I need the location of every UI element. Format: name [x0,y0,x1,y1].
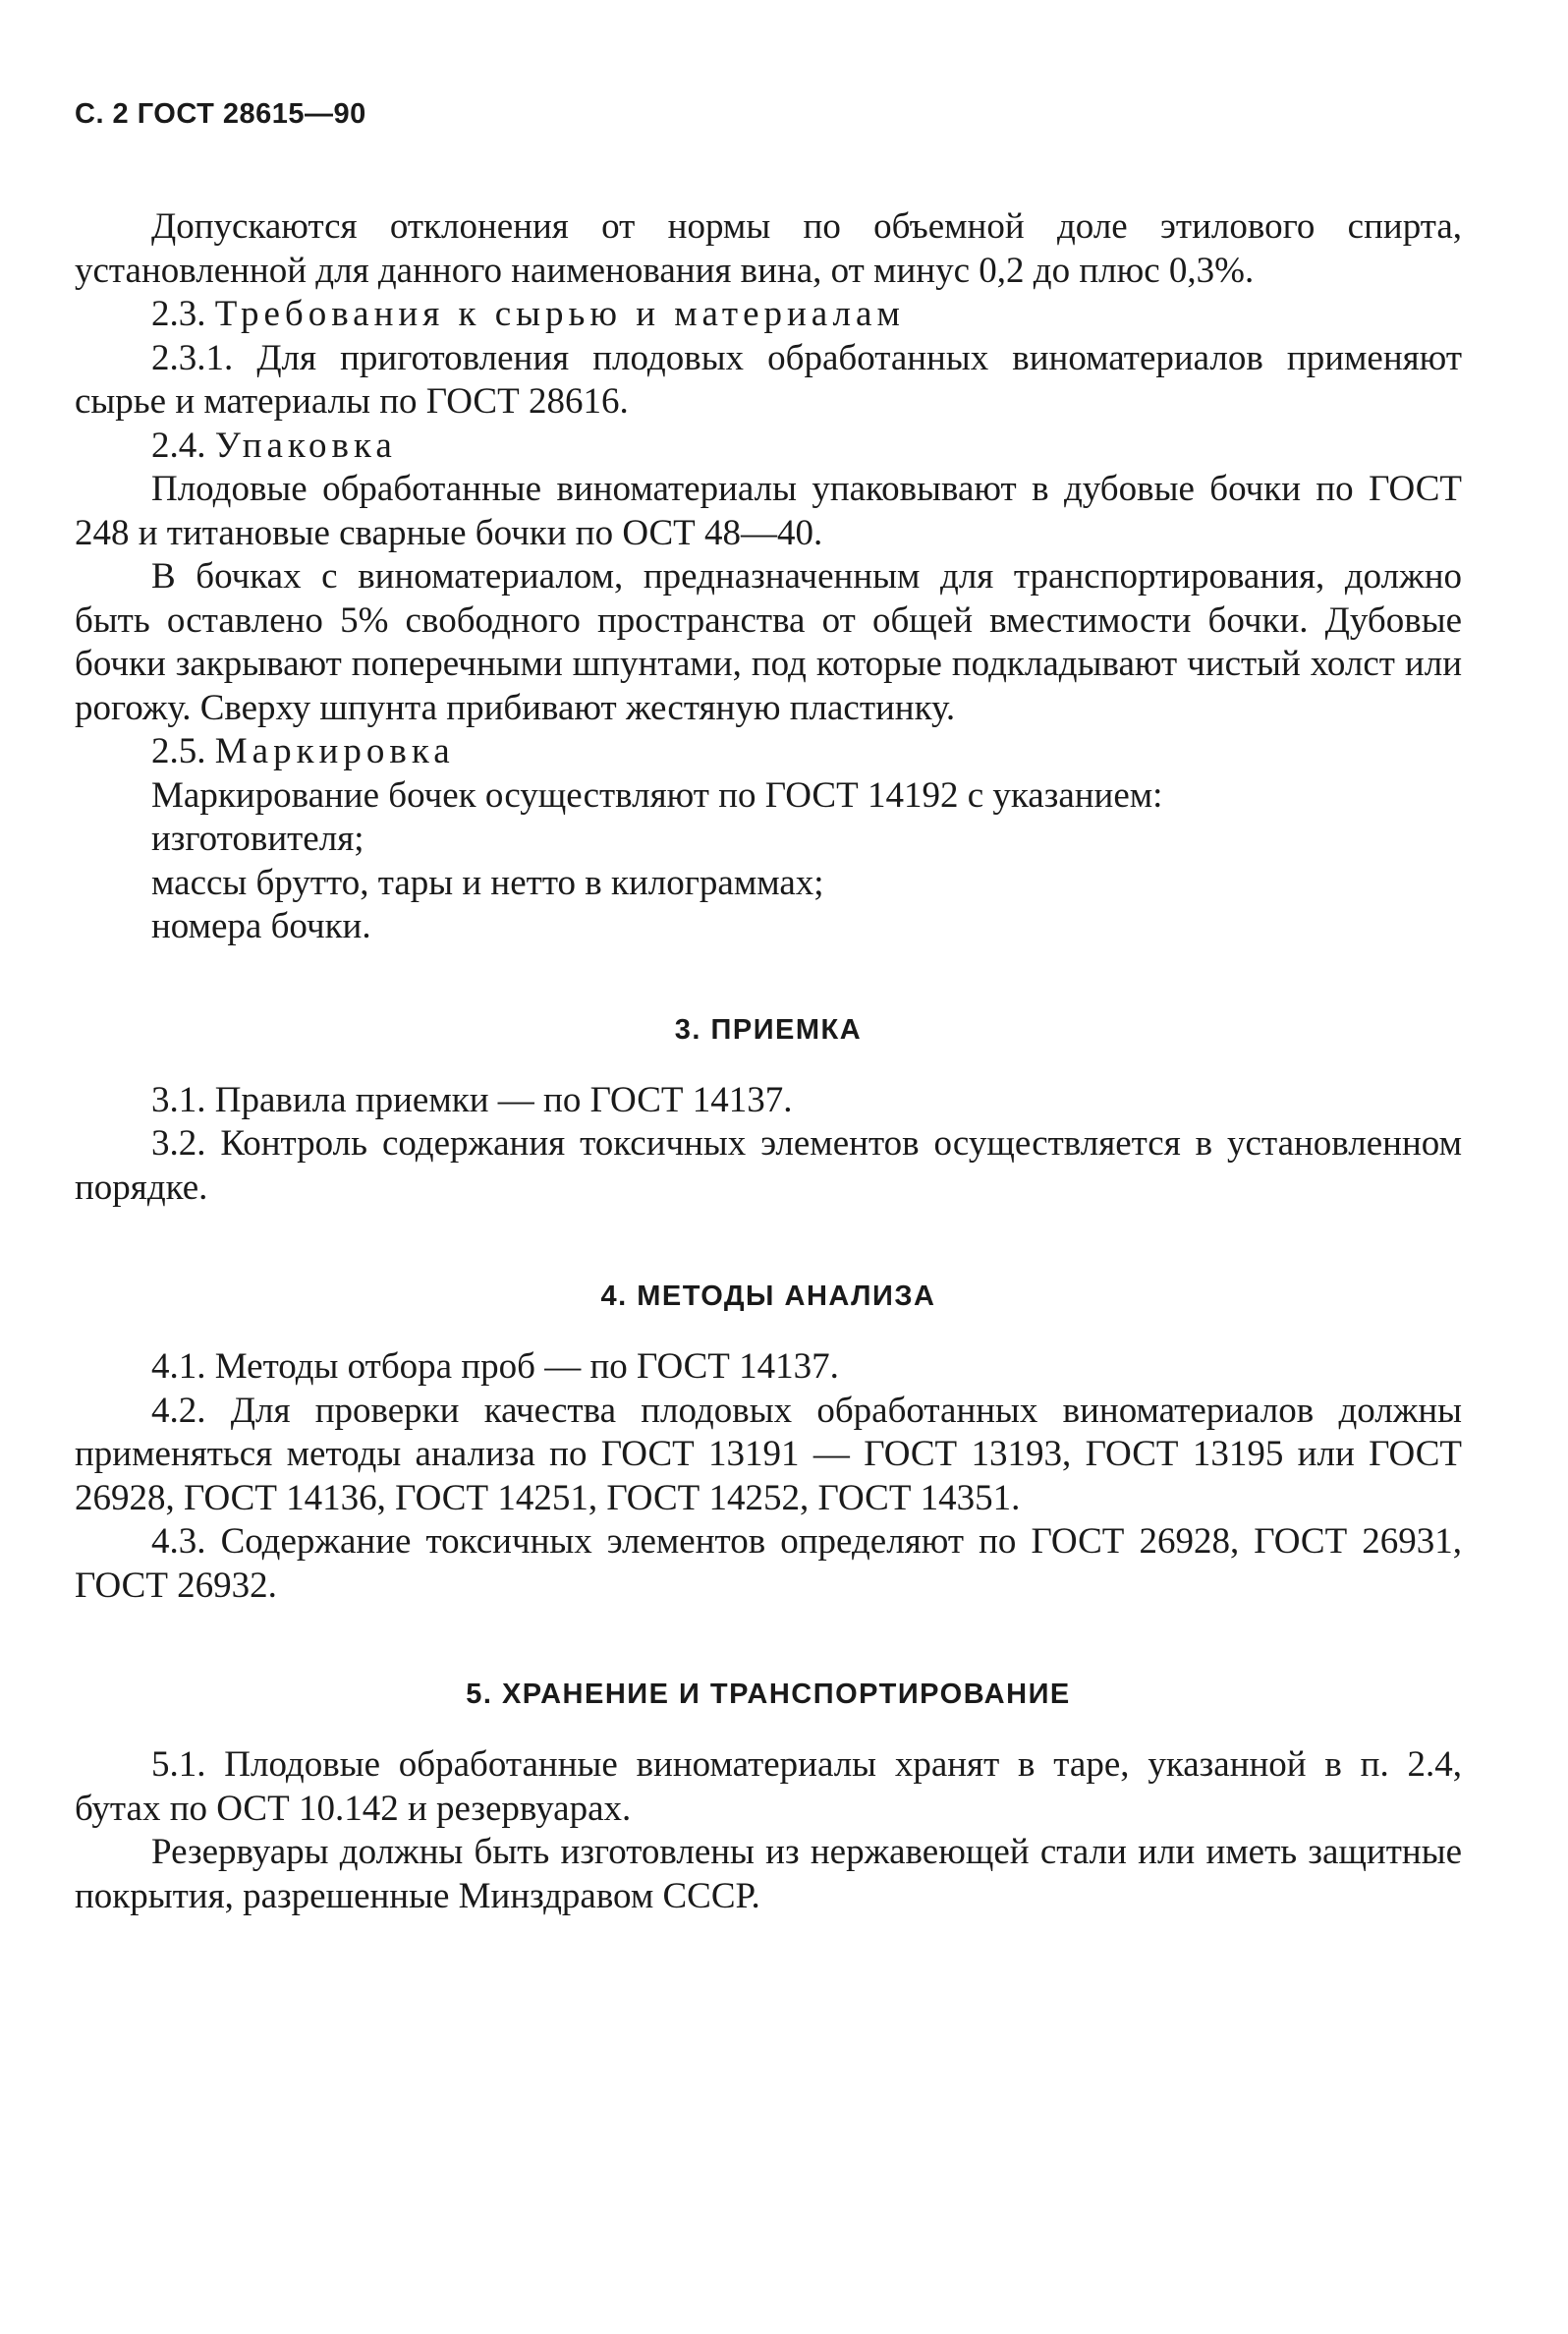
paragraph-5-1-tanks: Резервуары должны быть изготовлены из нержавеющей стали или иметь защитные покрытия, разрешенные Минздравом СССР. [75,1832,1462,1916]
heading-2-5-title: Маркировка [214,731,455,771]
document-page [75,98,1462,1918]
heading-2-4-title: Упаковка [214,425,397,466]
marking-list-item: массы брутто, тары и нетто в килограммах; [151,862,824,903]
paragraph-packaging-barrels: Плодовые обработанные виноматериалы упаковывают в дубовые бочки по ГОСТ 248 и титановые сварные бочки по ОСТ 48—40. [75,469,1462,553]
heading-2-4-number: 2.4. [151,425,206,466]
paragraph-4-2: 4.2. Для проверки качества плодовых обработанных виноматериалов должны применяться методы анализа по ГОСТ 13191 — ГОСТ 13193, ГОСТ 13195 или ГОСТ 26928, ГОСТ 14136, ГОСТ 14251, ГОСТ 14252, ГОСТ 14351. [75,1390,1462,1518]
paragraph-3-2: 3.2. Контроль содержания токсичных элементов осуществляется в установленном порядке. [75,1123,1462,1208]
paragraph-alcohol-tolerance: Допускаются отклонения от нормы по объемной доле этилового спирта, установленной для данного наименования вина, от минус 0,2 до плюс 0,3%. [75,206,1462,291]
paragraph-marking: Маркирование бочек осуществляют по ГОСТ 14192 с указанием: [151,774,1163,816]
paragraph-4-3: 4.3. Содержание токсичных элементов определяют по ГОСТ 26928, ГОСТ 26931, ГОСТ 26932. [75,1521,1462,1606]
heading-2-3-number: 2.3. [151,294,206,334]
heading-2-3 [75,293,1462,337]
section-4-title: 4. МЕТОДЫ АНАЛИЗА [600,1281,936,1312]
section-5-title: 5. ХРАНЕНИЕ И ТРАНСПОРТИРОВАНИЕ [466,1679,1071,1710]
paragraph-2-3-1: 2.3.1. Для приготовления плодовых обработанных виноматериалов применяют сырье и материалы по ГОСТ 28616. [75,337,1462,422]
paragraph-packaging-space: В бочках с виноматериалом, предназначенным для транспортирования, должно быть оставлено 5% свободного пространства от общей вместимости бочки. Дубовые бочки закрывают поперечными шпунтами, под которые подкладывают чистый холст или рогожу. Сверху шпунта прибивают жестяную пластинку. [75,556,1462,728]
page-header: С. 2 ГОСТ 28615—90 [75,98,366,130]
paragraph-3-1: 3.1. Правила приемки — по ГОСТ 14137. [151,1079,793,1120]
heading-2-5 [75,730,1462,774]
marking-list-item: номера бочки. [151,906,371,946]
heading-2-4 [75,425,1462,469]
heading-2-3-title: Требования к сырью и материалам [214,294,905,334]
paragraph-4-1: 4.1. Методы отбора проб — по ГОСТ 14137. [151,1346,839,1387]
heading-2-5-number: 2.5. [151,731,206,771]
paragraph-5-1: 5.1. Плодовые обработанные виноматериалы хранят в таре, указанной в п. 2.4, бутах по ОСТ 10.142 и резервуарах. [75,1744,1462,1829]
section-3-title: 3. ПРИЕМКА [674,1013,863,1046]
marking-list-item: изготовителя; [151,819,364,859]
